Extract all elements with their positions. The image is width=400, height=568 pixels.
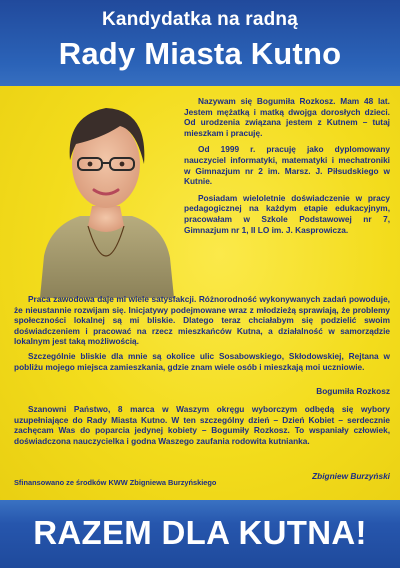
intro-paragraph-1: Nazywam się Bogumiła Rozkosz. Mam 48 lat. Jestem mężatką i matką dwojga dorosłych dzieci. Od urodzenia związana jestem z Kutnem – tutaj mieszkam i pracuję. <box>184 96 390 138</box>
slogan: RAZEM DLA KUTNA! <box>33 514 367 551</box>
intro-paragraph-3: Posiadam wieloletnie doświadczenie w pracy pedagogicznej na każdym etapie edukacyjnym, pracowałam w Szkole Podstawowej nr 7, Gimnazjum nr 1, II LO im. J. Kasprowicza. <box>184 192 390 235</box>
main-paragraph-2: Szczególnie bliskie dla mnie są okolice ulic Sosabowskiego, Skłodowskiej, Rejtana w pobliżu mojego miejsca zamieszkania, gdzie znam wiele osób i mieszkają moi uczniowie. <box>14 350 390 372</box>
candidate-subtitle: Kandydatka na radną <box>102 9 298 30</box>
main-paragraph-1: Praca zawodowa daje mi wiele satysfakcji. Różnorodność wykonywanych zadań powoduje, że nieustannie rozwijam się. Inicjatywy podejmowane wraz z młodzieżą sprawiają, że problemy społeczności lokalnej są mi bliskie. Dlatego teraz chciałabym się podzielić swoim doświadczeniem i pracować na rzecz mieszkańców Kutna, a działalność w samorządzie lokalnym jest taką możliwością. <box>14 294 390 347</box>
appeal-text <box>14 404 390 446</box>
intro-text <box>184 96 390 241</box>
appeal-paragraph: Szanowni Państwo, 8 marca w Waszym okręgu wyborczym odbędą się wybory uzupełniające do Rady Miasta Kutno. W ten szczególny dzień – Dzień Kobiet – serdecznie zachęcam Was do poparcia jedynej kobiety – Bogumiły Rozkosz. To wspaniały człowiek, doświadczona nauczycielka i godna Waszego zaufania rodowita kutnianka. <box>14 404 390 446</box>
candidate-signature: Bogumiła Rozkosz <box>316 386 390 396</box>
intro-paragraph-2: Od 1999 r. pracuję jako dyplomowany nauczyciel informatyki, matematyki i mechatroniki w Gimnazjum nr 2 im. Marsz. J. Piłsudskiego w Kutnie. <box>184 144 390 187</box>
endorser-signature: Zbigniew Burzyński <box>312 471 390 481</box>
funding-note: Sfinansowano ze środków KWW Zbigniewa Burzyńskiego <box>14 478 217 487</box>
main-text <box>14 294 390 378</box>
poster-title: Rady Miasta Kutno <box>58 36 342 71</box>
candidate-portrait <box>36 86 176 298</box>
